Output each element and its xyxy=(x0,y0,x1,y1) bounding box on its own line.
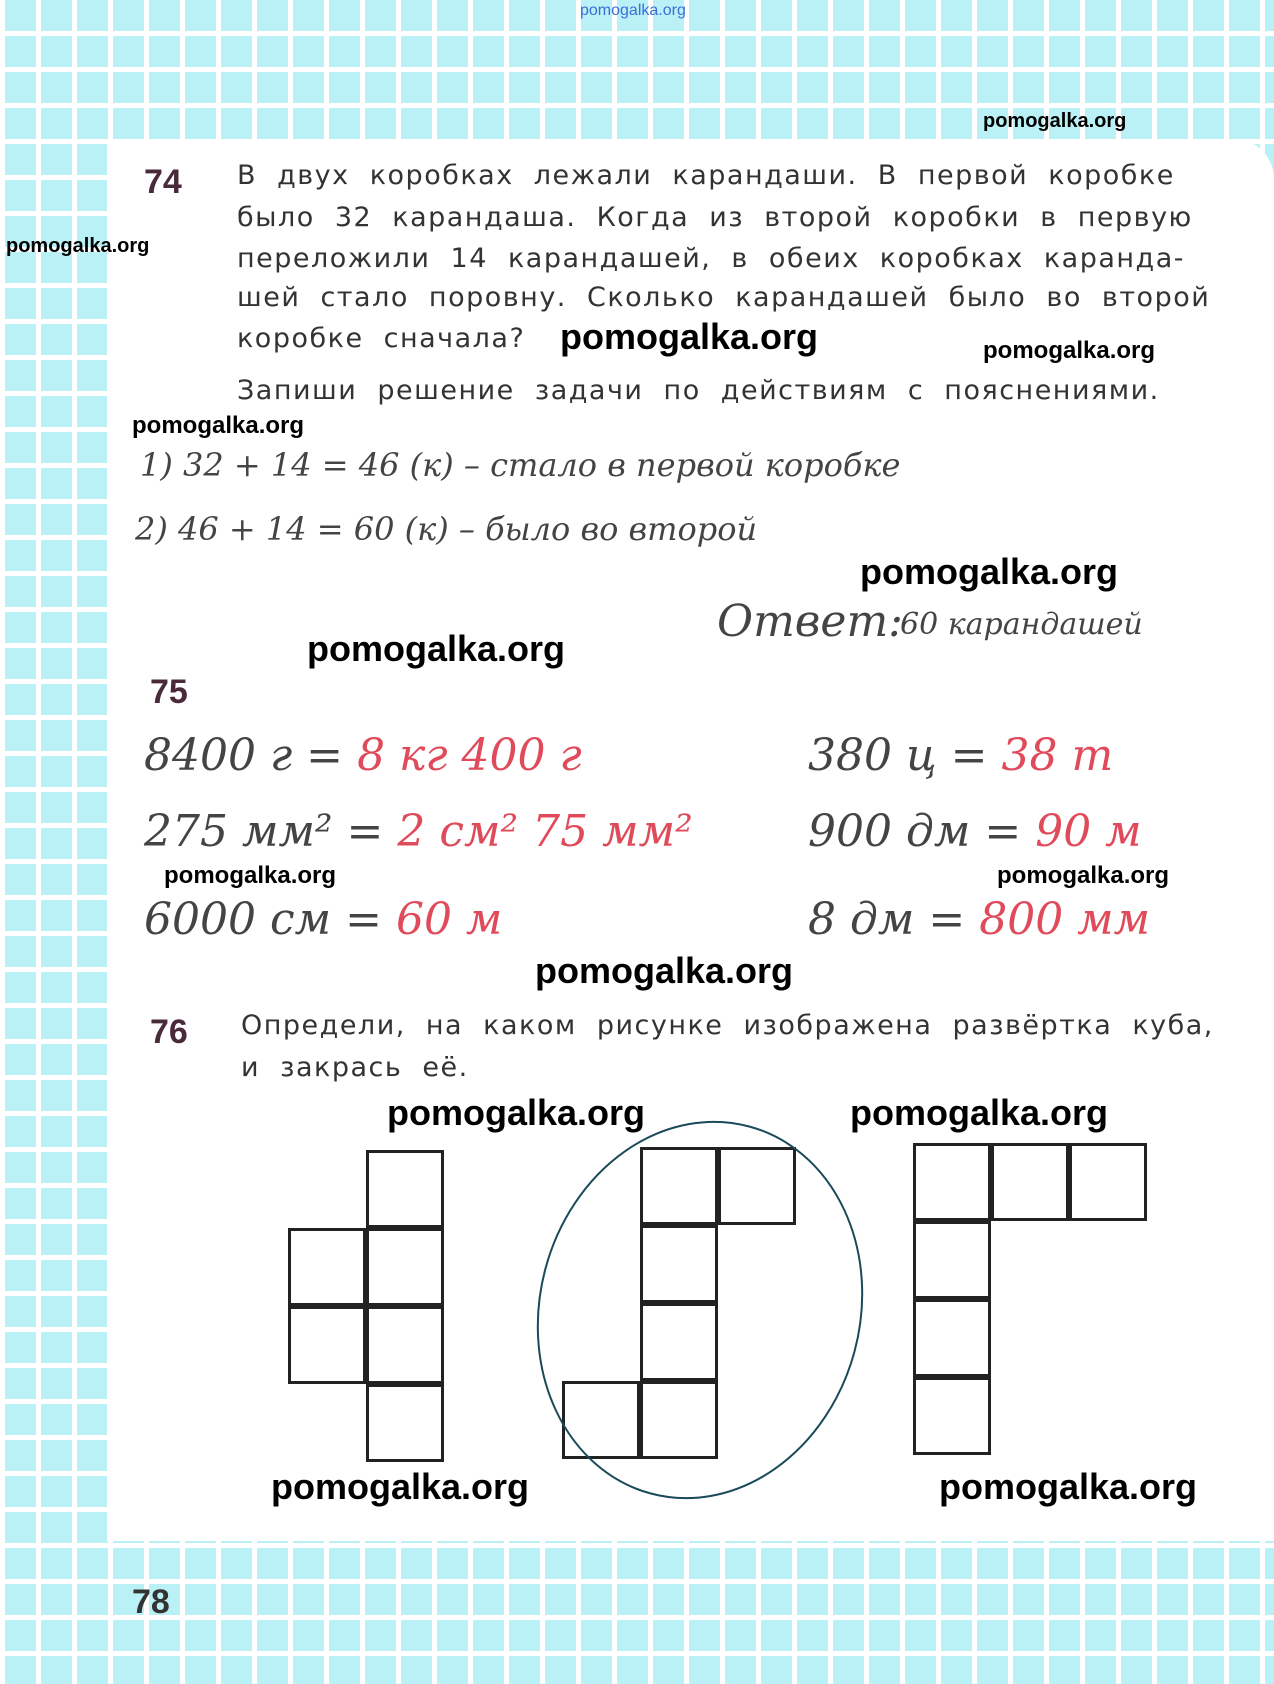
ex75-expression: 900 дм = xyxy=(808,806,1022,857)
watermark: pomogalka.org xyxy=(560,316,819,357)
top-watermark: pomogalka.org xyxy=(580,2,686,19)
ex75-answer: 90 м xyxy=(1035,806,1142,857)
ex74-solution-step: 1) 32 + 14 = 46 (к) – стало в первой коробке xyxy=(140,446,901,484)
watermark: pomogalka.org xyxy=(307,628,566,669)
ex76-line: Определи, на каком рисунке изображена развёртка куба, xyxy=(241,1010,1214,1041)
ex74-line: шей стало поровну. Сколько карандашей было во второй xyxy=(237,282,1211,313)
watermark: pomogalka.org xyxy=(6,235,150,257)
ex74-answer-value: 60 карандашей xyxy=(900,607,1143,642)
watermark: pomogalka.org xyxy=(271,1466,530,1507)
watermark: pomogalka.org xyxy=(939,1466,1198,1507)
watermark: pomogalka.org xyxy=(997,862,1170,889)
ex74-line: коробке сначала? xyxy=(237,323,526,354)
ex75-answer: 2 см² 75 мм² xyxy=(397,806,693,857)
ex74-instruction: Запиши решение задачи по действиям с пояснениями. xyxy=(237,375,1160,406)
exercise-75-number: 75 xyxy=(150,673,188,711)
ex75-expression: 380 ц = xyxy=(808,730,988,781)
watermark: pomogalka.org xyxy=(164,862,337,889)
ex75-answer: 8 кг 400 г xyxy=(357,730,582,781)
watermark: pomogalka.org xyxy=(535,950,794,991)
watermark: pomogalka.org xyxy=(850,1092,1109,1133)
ex74-line: В двух коробках лежали карандаши. В первой коробке xyxy=(237,160,1175,191)
watermark: pomogalka.org xyxy=(860,551,1119,592)
ex75-answer: 800 мм xyxy=(979,894,1151,945)
ex75-answer: 38 т xyxy=(1001,730,1114,781)
ex74-line: переложили 14 карандашей, в обеих коробках каранда- xyxy=(237,243,1186,274)
page-number: 78 xyxy=(132,1583,170,1621)
ex75-expression: 8 дм = xyxy=(808,894,966,945)
ex74-solution-step: 2) 46 + 14 = 60 (к) – было во второй xyxy=(135,510,758,548)
exercise-74-number: 74 xyxy=(144,163,182,201)
ex76-line: и закрась её. xyxy=(241,1052,469,1083)
watermark: pomogalka.org xyxy=(387,1092,646,1133)
watermark: pomogalka.org xyxy=(983,337,1156,364)
ex75-expression: 8400 г = xyxy=(144,730,344,781)
ex75-expression: 6000 см = xyxy=(144,894,382,945)
exercise-76-number: 76 xyxy=(150,1013,188,1051)
watermark: pomogalka.org xyxy=(132,412,305,439)
ex75-expression: 275 мм² = xyxy=(144,806,384,857)
watermark: pomogalka.org xyxy=(983,110,1127,132)
ex75-answer: 60 м xyxy=(395,894,503,945)
ex74-answer-label: Ответ: xyxy=(717,596,903,647)
ex74-line: было 32 карандаша. Когда из второй коробки в первую xyxy=(237,202,1193,233)
